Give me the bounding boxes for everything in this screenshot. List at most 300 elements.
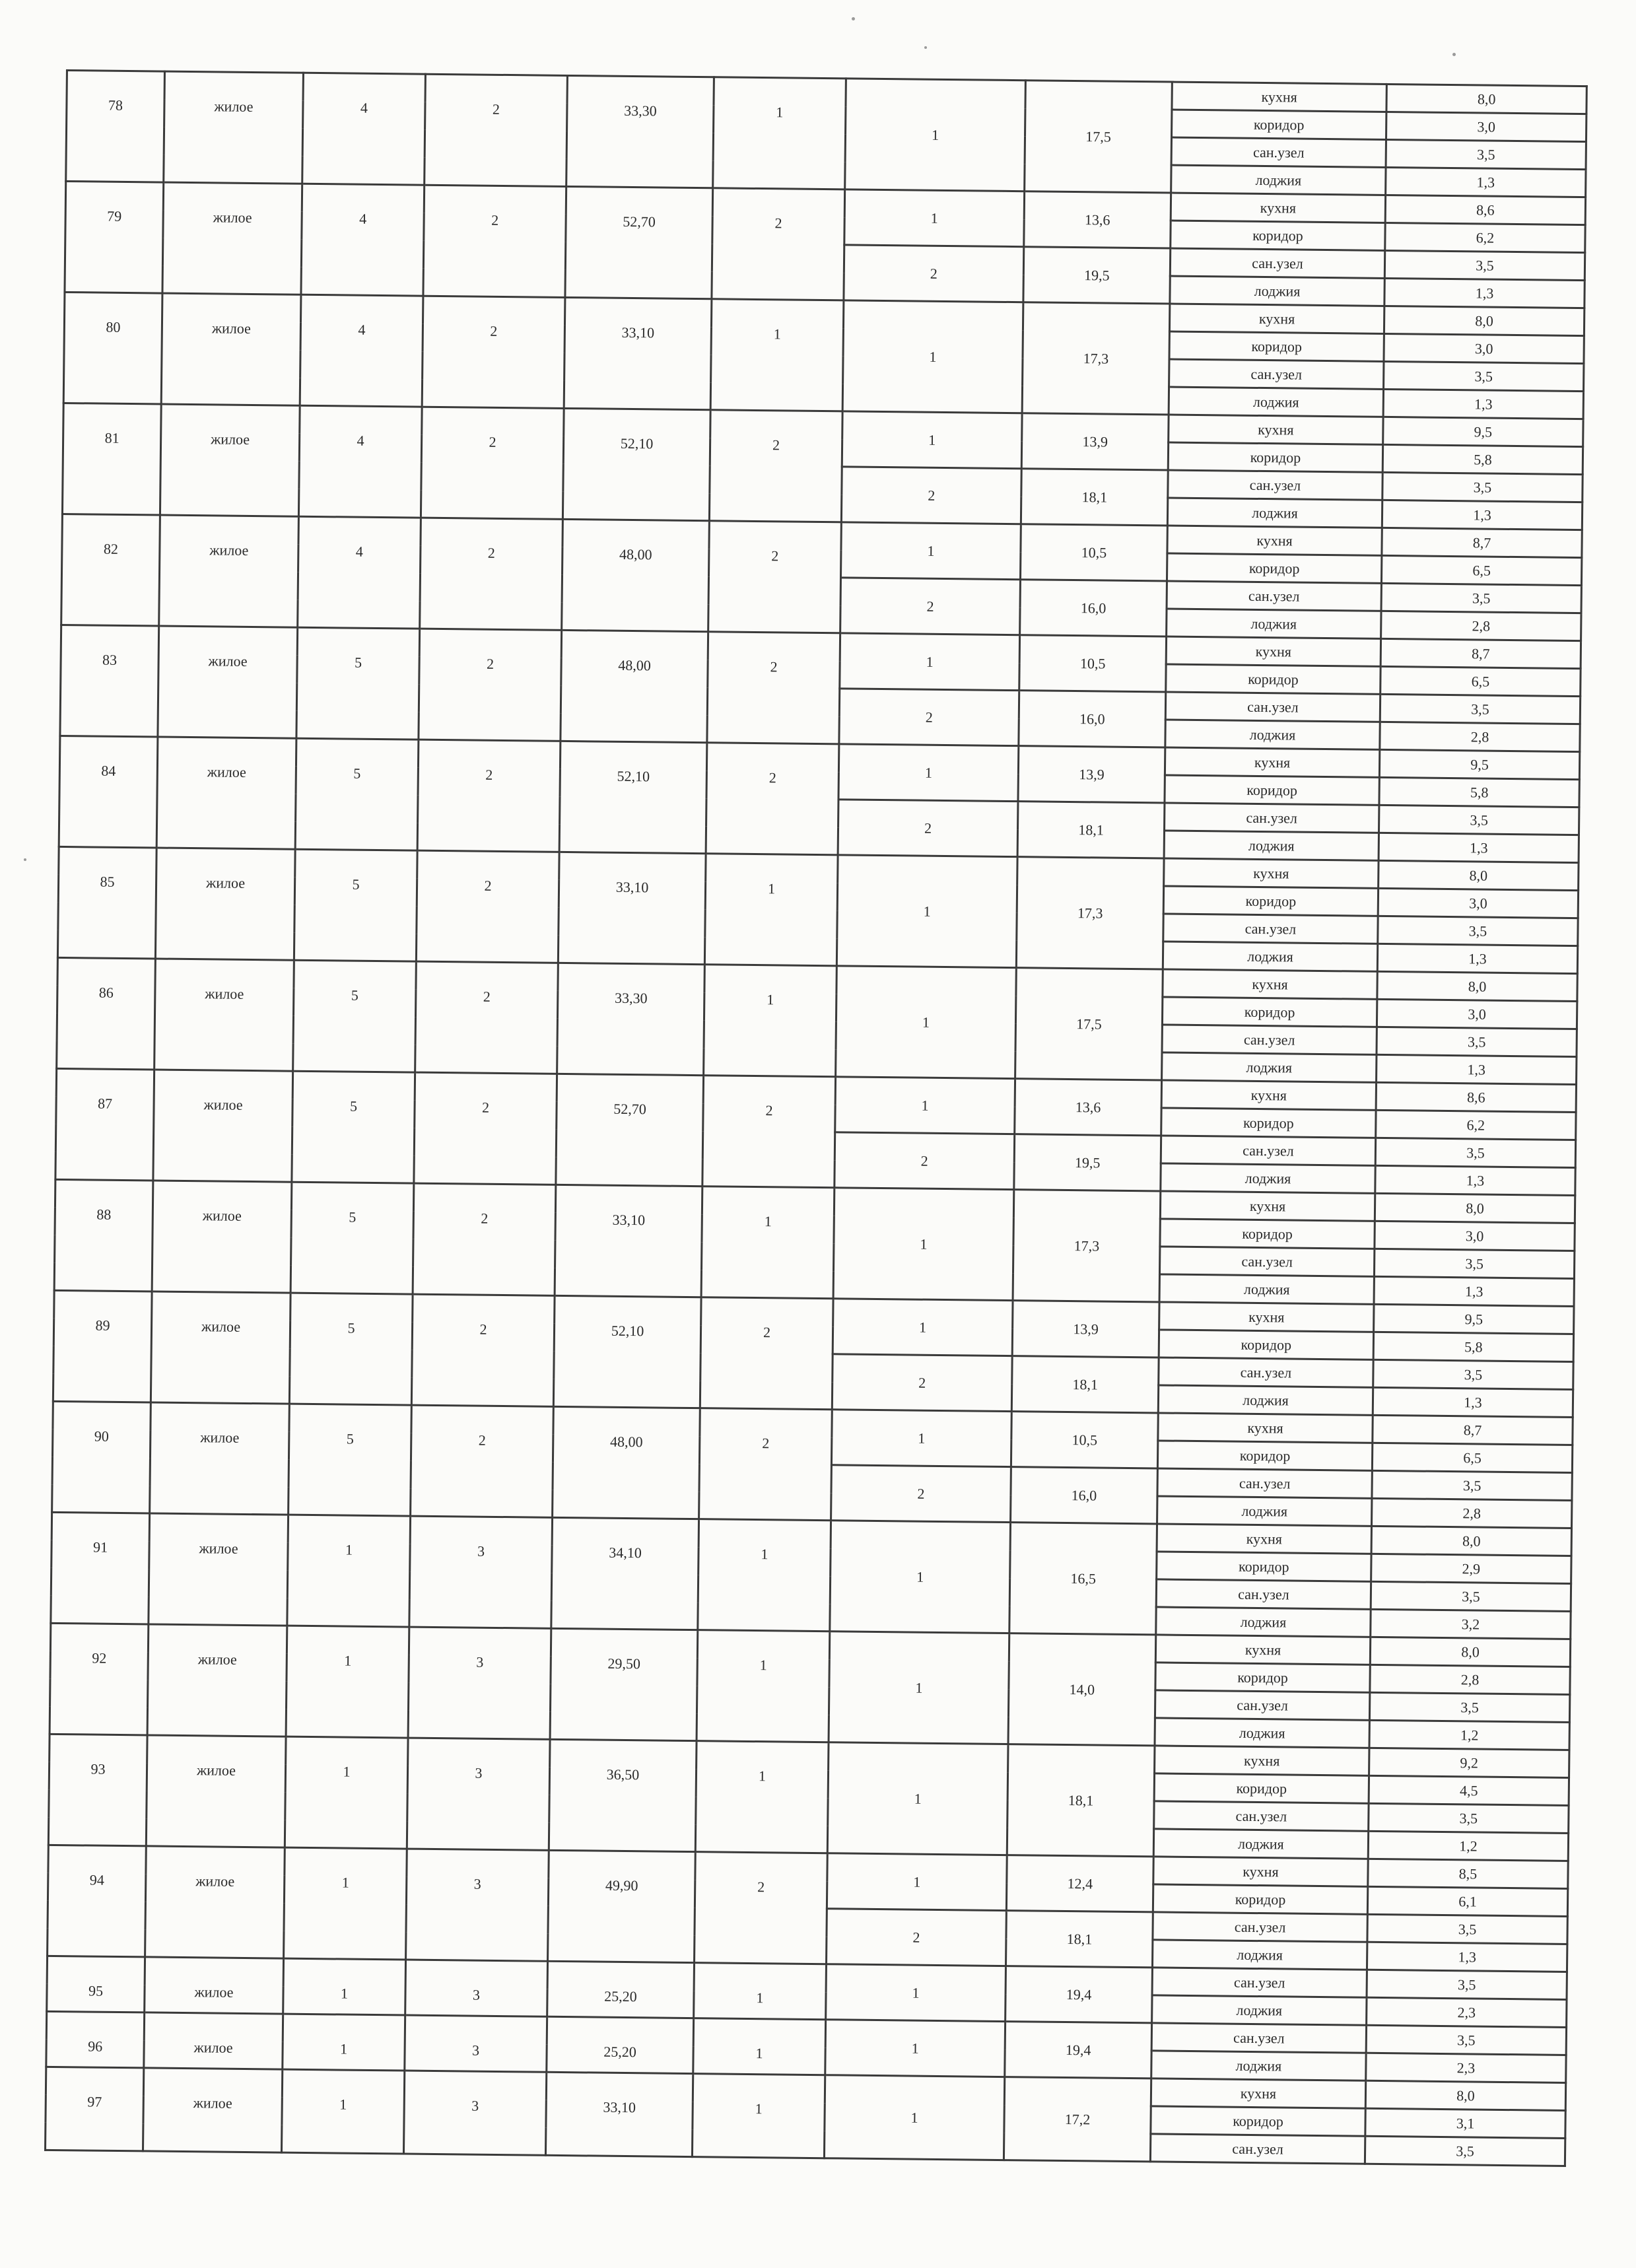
aux-room-name-cell: сан.узел [1171,137,1386,167]
aux-room-area-cell: 8,7 [1373,1415,1573,1445]
aux-room-name-cell: коридор [1163,886,1378,916]
aux-room-area-cell: 3,2 [1371,1609,1571,1639]
aux-room-name-cell: сан.узел [1159,1247,1374,1276]
aux-room-name-cell: лоджия [1152,1995,1367,2025]
room-area-cell: 10,5 [1020,524,1167,581]
aux-room-name-cell: кухня [1160,1191,1375,1221]
section-cell: 4 [298,405,422,518]
aux-room-area-cell: 3,0 [1386,112,1586,141]
apartment-number-cell: 92 [50,1623,149,1735]
aux-room-area-cell: 3,5 [1369,1803,1569,1833]
aux-room-area-cell: 8,0 [1379,860,1579,890]
total-area-cell: 52,10 [562,408,710,520]
aux-room-name-cell: лоджия [1155,1718,1369,1748]
apartment-number-cell: 78 [66,71,165,183]
room-area-cell: 19,4 [1005,2022,1152,2079]
aux-room-name-cell: сан.узел [1150,2134,1365,2164]
room-area-cell: 17,3 [1022,302,1170,415]
aux-room-area-cell: 8,7 [1382,528,1582,557]
room-area-cell: 13,6 [1015,1079,1162,1136]
floor-cell: 2 [419,629,562,741]
aux-room-name-cell: лоджия [1167,498,1382,528]
room-number-cell: 1 [825,2020,1005,2077]
aux-room-name-cell: лоджия [1157,1496,1372,1526]
aux-room-name-cell: коридор [1172,110,1386,139]
aux-room-name-cell: кухня [1163,969,1377,999]
floor-cell: 2 [411,1405,554,1517]
aux-room-name-cell: коридор [1154,1773,1369,1803]
aux-room-area-cell: 3,5 [1384,250,1585,280]
aux-room-area-cell: 9,5 [1379,749,1579,779]
section-cell: 1 [283,2014,405,2071]
section-cell: 5 [293,960,417,1072]
scan-speck [924,46,927,49]
aux-room-name-cell: сан.узел [1155,1690,1369,1720]
apartment-type-cell: жилое [149,1513,289,1626]
aux-room-area-cell: 9,5 [1383,417,1583,446]
aux-room-area-cell: 9,2 [1369,1748,1569,1777]
room-number-cell: 1 [845,79,1026,191]
rooms-count-cell: 1 [695,1741,829,1853]
aux-room-name-cell: кухня [1151,2079,1365,2108]
room-number-cell: 1 [833,1188,1014,1301]
aux-room-name-cell: коридор [1151,2106,1365,2136]
aux-room-area-cell: 2,8 [1381,611,1581,640]
room-area-cell: 16,0 [1019,691,1166,747]
apartment-number-cell: 89 [53,1290,152,1402]
aux-room-name-cell: кухня [1172,82,1386,112]
total-area-cell: 52,10 [559,741,707,853]
aux-room-area-cell: 8,0 [1386,84,1586,114]
aux-room-area-cell: 4,5 [1369,1775,1569,1805]
apartment-type-cell: жилое [160,404,300,516]
total-area-cell: 36,50 [549,1739,697,1851]
room-area-cell: 13,9 [1021,413,1169,470]
apartment-type-cell: жилое [145,1846,285,1958]
total-area-cell: 33,30 [566,75,714,188]
aux-room-area-cell: 5,8 [1382,444,1583,474]
aux-room-area-cell: 8,7 [1380,638,1581,668]
aux-room-area-cell: 1,2 [1368,1831,1568,1861]
room-number-cell: 1 [827,1853,1007,1911]
room-area-cell: 18,1 [1011,1356,1159,1413]
aux-room-area-cell: 8,0 [1384,306,1584,335]
section-cell: 4 [302,73,426,185]
total-area-cell: 48,00 [561,630,708,742]
rooms-count-cell: 1 [704,854,838,966]
table-body [45,71,1586,2166]
aux-room-area-cell: 5,8 [1373,1332,1573,1361]
apartment-number-cell: 90 [52,1401,151,1513]
aux-room-area-cell: 3,0 [1375,1221,1575,1251]
total-area-cell: 33,10 [558,852,706,964]
room-number-cell: 2 [841,467,1021,524]
room-area-cell: 17,3 [1016,857,1164,969]
section-cell: 1 [286,1626,409,1738]
floor-cell: 2 [413,1183,556,1295]
floor-cell: 3 [405,1960,548,2016]
aux-room-name-cell: коридор [1161,1108,1376,1138]
aux-room-area-cell: 3,5 [1378,916,1578,945]
total-area-cell: 34,10 [551,1517,699,1630]
floor-cell: 3 [403,2071,546,2155]
room-area-cell: 18,1 [1021,469,1168,526]
floor-cell: 2 [411,1294,555,1406]
section-cell: 1 [284,1847,407,1960]
apartment-type-cell: жилое [152,1181,292,1293]
apartment-type-cell: жилое [164,71,304,184]
floor-cell: 2 [422,296,565,408]
aux-room-area-cell: 1,3 [1382,500,1582,530]
floor-cell: 2 [421,407,564,519]
aux-room-name-cell: кухня [1165,747,1379,777]
aux-room-area-cell: 6,5 [1380,666,1581,696]
aux-room-name-cell: сан.узел [1169,359,1384,389]
aux-room-name-cell: сан.узел [1153,1912,1367,1942]
aux-room-area-cell: 1,3 [1386,167,1586,197]
room-number-cell: 2 [838,800,1018,857]
aux-room-name-cell: лоджия [1167,609,1381,638]
room-number-cell: 1 [844,189,1025,247]
aux-room-area-cell: 3,5 [1369,1692,1569,1722]
total-area-cell: 33,10 [564,297,712,409]
aux-room-area-cell: 3,5 [1366,2025,1566,2055]
aux-room-name-cell: сан.узел [1151,2023,1366,2053]
section-cell: 5 [296,627,420,739]
aux-room-name-cell: сан.узел [1170,248,1384,278]
aux-room-area-cell: 8,0 [1371,1526,1571,1556]
rooms-count-cell: 1 [701,1186,835,1299]
section-cell: 5 [294,849,417,961]
table-row [67,71,1586,114]
aux-room-name-cell: лоджия [1151,2051,1366,2080]
apartment-number-cell: 93 [48,1734,147,1846]
aux-room-area-cell: 1,3 [1377,944,1577,973]
aux-room-area-cell: 3,5 [1373,1359,1573,1389]
aux-room-name-cell: коридор [1165,775,1379,805]
room-area-cell: 10,5 [1019,635,1167,692]
room-area-cell: 16,5 [1009,1523,1157,1635]
section-cell: 5 [289,1404,412,1516]
aux-room-name-cell: кухня [1171,193,1385,223]
aux-room-area-cell: 1,2 [1369,1720,1569,1750]
room-number-cell: 2 [831,1465,1011,1523]
aux-room-name-cell: коридор [1162,997,1377,1027]
aux-room-area-cell: 1,3 [1373,1387,1573,1417]
floor-cell: 2 [420,518,563,630]
aux-room-area-cell: 3,5 [1384,361,1584,391]
aux-room-area-cell: 3,5 [1382,472,1583,502]
apartment-type-cell: жилое [161,293,301,405]
room-number-cell: 1 [830,1521,1011,1633]
aux-room-name-cell: кухня [1169,415,1383,444]
aux-room-name-cell: коридор [1168,442,1382,472]
aux-room-name-cell: лоджия [1156,1607,1371,1637]
room-number-cell: 1 [833,1299,1013,1356]
aux-room-name-cell: кухня [1169,304,1384,333]
aux-room-area-cell: 6,2 [1376,1110,1576,1140]
aux-room-area-cell: 3,5 [1367,1914,1567,1944]
aux-room-area-cell: 3,5 [1367,1970,1567,1999]
aux-room-area-cell: 3,5 [1381,583,1581,613]
rooms-count-cell: 1 [694,1963,827,2020]
total-area-cell: 25,20 [547,2016,694,2073]
room-number-cell: 1 [838,744,1019,802]
aux-room-name-cell: кухня [1159,1302,1374,1332]
aux-room-area-cell: 9,5 [1374,1304,1574,1334]
room-number-cell: 1 [824,2075,1004,2160]
room-number-cell: 1 [835,1077,1015,1134]
apartment-number-cell: 79 [65,182,164,294]
rooms-count-cell: 2 [700,1297,833,1410]
aux-room-name-cell: сан.узел [1157,1468,1372,1498]
aux-room-name-cell: лоджия [1153,1829,1368,1859]
room-number-cell: 1 [842,300,1023,413]
section-cell: 5 [295,738,419,850]
apartment-number-cell: 84 [59,736,158,848]
total-area-cell: 33,30 [557,963,705,1075]
room-area-cell: 19,5 [1014,1134,1161,1191]
room-number-cell: 1 [841,522,1021,580]
apartment-type-cell: жилое [153,1070,293,1182]
aux-room-name-cell: лоджия [1169,387,1383,417]
room-area-cell: 17,5 [1015,968,1163,1080]
aux-room-area-cell: 2,9 [1371,1554,1571,1583]
rooms-count-cell: 1 [710,299,844,411]
section-cell: 1 [281,2069,404,2154]
rooms-count-cell: 2 [712,188,845,300]
aux-room-area-cell: 2,3 [1366,2053,1566,2082]
floor-cell: 3 [406,1849,549,1961]
aux-room-area-cell: 3,0 [1378,888,1578,918]
aux-room-area-cell: 3,5 [1386,139,1586,169]
aux-room-name-cell: коридор [1157,1552,1371,1581]
aux-room-area-cell: 3,5 [1365,2136,1565,2166]
section-cell: 1 [287,1515,411,1627]
total-area-cell: 25,20 [547,1961,695,2018]
aux-room-name-cell: лоджия [1163,942,1377,971]
aux-room-name-cell: коридор [1171,221,1385,250]
aux-room-area-cell: 1,3 [1377,1054,1577,1084]
apartment-type-cell: жилое [155,848,295,960]
apartment-number-cell: 81 [62,403,161,515]
aux-room-name-cell: кухня [1164,858,1379,888]
room-area-cell: 17,5 [1025,81,1173,193]
aux-room-name-cell: кухня [1153,1857,1368,1886]
aux-room-area-cell: 3,1 [1365,2108,1565,2138]
rooms-count-cell: 1 [704,965,837,1077]
aux-room-name-cell: коридор [1155,1663,1370,1692]
aux-room-name-cell: коридор [1153,1884,1367,1914]
apartment-number-cell: 94 [48,1845,147,1957]
apartment-type-cell: жилое [147,1624,287,1736]
scan-speck [24,858,26,861]
aux-room-area-cell: 1,3 [1375,1165,1575,1195]
aux-room-area-cell: 1,3 [1383,389,1583,419]
aux-room-name-cell: кухня [1166,636,1380,666]
aux-room-name-cell: кухня [1161,1080,1376,1110]
aux-room-area-cell: 3,0 [1377,999,1577,1029]
aux-room-area-cell: 3,5 [1377,1027,1577,1056]
room-area-cell: 13,6 [1024,191,1171,248]
aux-room-area-cell: 3,5 [1379,805,1579,835]
aux-room-name-cell: кухня [1158,1413,1373,1443]
aux-room-area-cell: 8,6 [1376,1082,1576,1112]
apartments-table-sheet [44,69,1586,2167]
room-area-cell: 16,0 [1020,580,1167,636]
aux-room-name-cell: лоджия [1152,1940,1367,1970]
apartment-type-cell: жилое [162,182,302,294]
aux-room-area-cell: 6,5 [1381,555,1581,585]
total-area-cell: 33,10 [545,2072,693,2156]
room-number-cell: 1 [829,1632,1009,1744]
aux-room-area-cell: 3,5 [1375,1138,1575,1167]
aux-room-name-cell: кухня [1167,526,1382,555]
apartment-number-cell: 83 [60,625,159,737]
room-number-cell: 1 [836,966,1017,1079]
room-area-cell: 18,1 [1005,1911,1153,1968]
total-area-cell: 33,10 [555,1185,702,1297]
floor-cell: 2 [414,1072,557,1185]
aux-room-name-cell: сан.узел [1167,581,1381,611]
aux-room-name-cell: коридор [1167,553,1381,583]
total-area-cell: 52,10 [553,1295,701,1408]
section-cell: 5 [289,1293,413,1405]
rooms-count-cell: 2 [702,1076,836,1188]
aux-room-area-cell: 3,5 [1374,1249,1574,1278]
floor-cell: 3 [409,1516,553,1628]
aux-room-area-cell: 6,2 [1385,223,1585,252]
aux-room-name-cell: кухня [1155,1746,1369,1775]
room-number-cell: 1 [831,1410,1011,1467]
section-cell: 5 [290,1182,414,1294]
aux-room-name-cell: сан.узел [1156,1579,1371,1609]
apartment-number-cell: 82 [61,514,160,626]
rooms-count-cell: 2 [699,1408,833,1521]
room-number-cell: 2 [832,1354,1012,1412]
room-area-cell: 18,1 [1007,1744,1155,1857]
aux-room-name-cell: сан.узел [1154,1801,1369,1831]
aux-room-name-cell: сан.узел [1165,692,1380,722]
scan-speck [1452,53,1456,56]
floor-cell: 2 [417,739,561,852]
rooms-count-cell: 2 [707,632,840,744]
aux-room-name-cell: сан.узел [1163,914,1378,944]
rooms-count-cell: 2 [709,410,842,522]
aux-room-area-cell: 8,0 [1377,971,1577,1001]
floor-cell: 2 [415,961,559,1074]
aux-room-name-cell: коридор [1157,1441,1372,1470]
aux-room-name-cell: лоджия [1162,1052,1377,1082]
apartment-type-cell: жилое [159,515,299,627]
room-number-cell: 1 [826,1964,1006,2022]
apartment-type-cell: жилое [151,1291,290,1404]
aux-room-area-cell: 3,0 [1384,333,1584,363]
apartment-type-cell: жилое [144,2012,283,2069]
floor-cell: 3 [405,2015,547,2072]
total-area-cell: 52,70 [565,186,713,298]
rooms-count-cell: 1 [697,1630,830,1742]
aux-room-area-cell: 1,3 [1374,1276,1574,1306]
aux-room-name-cell: коридор [1169,331,1384,361]
aux-room-name-cell: коридор [1159,1330,1373,1359]
total-area-cell: 49,90 [548,1850,696,1962]
aux-room-name-cell: лоджия [1171,165,1386,195]
aux-room-name-cell: сан.узел [1162,1025,1377,1054]
room-number-cell: 1 [827,1742,1008,1855]
section-cell: 1 [283,1958,406,2015]
apartment-number-cell: 87 [55,1068,154,1181]
room-area-cell: 18,1 [1017,802,1165,858]
apartment-number-cell: 80 [63,292,162,404]
section-cell: 5 [292,1071,415,1183]
aux-room-area-cell: 6,5 [1372,1443,1572,1472]
apartment-number-cell: 97 [45,2067,143,2151]
aux-room-name-cell: лоджия [1165,720,1380,749]
room-area-cell: 17,3 [1013,1190,1161,1302]
aux-room-area-cell: 8,5 [1368,1859,1568,1888]
apartment-type-cell: жилое [154,959,294,1071]
aux-room-area-cell: 1,3 [1367,1942,1567,1972]
section-cell: 4 [298,516,421,629]
rooms-count-cell: 1 [693,2018,826,2075]
room-area-cell: 13,9 [1012,1301,1159,1357]
aux-room-name-cell: сан.узел [1152,1968,1367,1997]
aux-room-area-cell: 2,8 [1380,722,1580,751]
aux-room-area-cell: 6,1 [1367,1886,1567,1916]
aux-room-name-cell: кухня [1157,1524,1371,1554]
apartment-number-cell: 85 [57,846,156,959]
aux-room-area-cell: 1,3 [1384,278,1585,308]
apartment-type-cell: жилое [158,626,298,738]
total-area-cell: 48,00 [553,1406,700,1519]
aux-room-name-cell: лоджия [1159,1274,1374,1304]
room-number-cell: 1 [836,855,1017,968]
aux-room-name-cell: коридор [1166,664,1380,694]
rooms-count-cell: 2 [708,521,842,633]
room-number-cell: 2 [839,689,1019,746]
room-number-cell: 1 [840,633,1020,691]
apartment-type-cell: жилое [145,1957,284,2014]
aux-room-name-cell: коридор [1160,1219,1375,1249]
apartment-number-cell: 96 [46,2011,145,2068]
total-area-cell: 48,00 [562,519,710,631]
room-number-cell: 2 [840,578,1021,635]
total-area-cell: 29,50 [550,1628,698,1740]
aux-room-area-cell: 2,8 [1372,1498,1572,1528]
aux-room-name-cell: сан.узел [1159,1357,1373,1387]
room-area-cell: 16,0 [1011,1467,1158,1524]
floor-cell: 2 [423,185,566,297]
room-area-cell: 14,0 [1008,1633,1156,1746]
aux-room-area-cell: 5,8 [1379,777,1579,807]
room-number-cell: 2 [835,1132,1015,1190]
aux-room-area-cell: 1,3 [1379,833,1579,862]
floor-cell: 2 [416,850,559,963]
room-number-cell: 2 [827,1909,1007,1966]
room-area-cell: 12,4 [1006,1855,1153,1912]
total-area-cell: 52,70 [556,1074,704,1186]
aux-room-name-cell: лоджия [1158,1385,1373,1415]
aux-room-area-cell: 3,5 [1372,1470,1572,1500]
aux-room-name-cell: сан.узел [1165,803,1379,833]
room-area-cell: 17,2 [1004,2077,1151,2162]
apartment-number-cell: 86 [57,957,156,1070]
rooms-count-cell: 2 [706,743,839,855]
floor-cell: 2 [425,74,568,186]
aux-room-area-cell: 8,0 [1375,1193,1575,1223]
room-area-cell: 19,5 [1023,247,1171,304]
